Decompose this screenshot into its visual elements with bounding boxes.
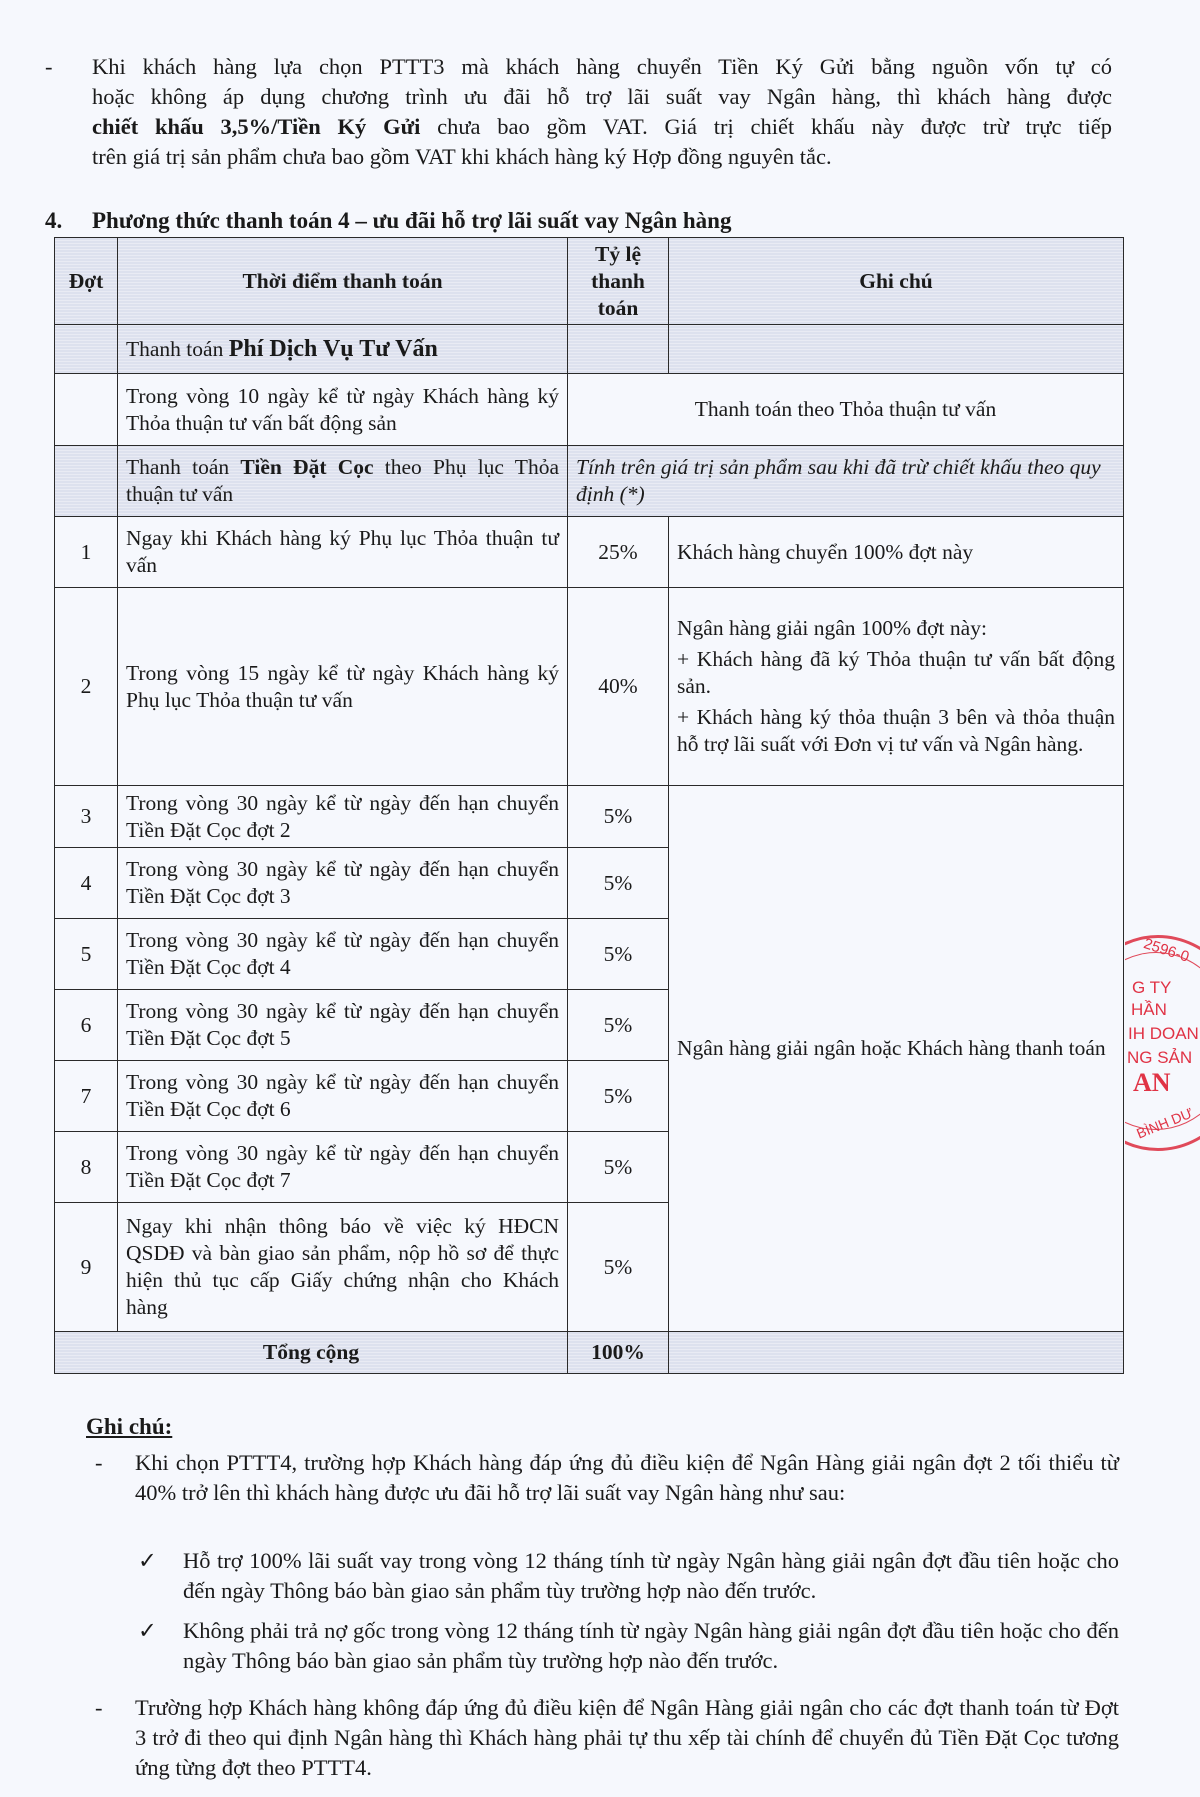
row-rate: 5% [568, 919, 669, 990]
section-number: 4. [45, 208, 63, 233]
row-timing: Ngay khi Khách hàng ký Phụ lục Thỏa thuận tư vấn [118, 517, 568, 588]
row-timing: Trong vòng 30 ngày kể từ ngày đến hạn chuyển Tiền Đặt Cọc đợt 7 [118, 1132, 568, 1203]
header-dot: Đợt [55, 238, 118, 325]
phi-dich-vu-label: Thanh toán Phí Dịch Vụ Tư Vấn [118, 325, 568, 374]
notes-title: Ghi chú: [86, 1414, 173, 1439]
row-rate: 5% [568, 990, 669, 1061]
stamp-line: G TY [1132, 978, 1172, 997]
row-note-line: + Khách hàng đã ký Thỏa thuận tư vấn bất động sản. [677, 647, 1115, 698]
table-total-row [55, 1332, 1124, 1374]
tien-dat-coc-note: Tính trên giá trị sản phẩm sau khi đã trừ chiết khấu theo quy định (*) [568, 446, 1124, 517]
row-note-line: + Khách hàng ký thỏa thuận 3 bên và thỏa thuận hỗ trợ lãi suất với Đơn vị tư vấn và Ngân hàng. [677, 705, 1115, 756]
intro-line-1: Khi khách hàng lựa chọn PTTT3 mà khách hàng chuyển Tiền Ký Gửi bằng nguồn vốn tự có [92, 54, 1112, 79]
intro-line-3 [92, 112, 1112, 142]
row-dot: 7 [55, 1061, 118, 1132]
company-stamp [1125, 920, 1200, 1180]
table-row [55, 517, 1124, 588]
row-rate: 25% [568, 517, 669, 588]
stamp-number: 2596-0 [1141, 935, 1192, 966]
note-subitem-2: Không phải trả nợ gốc trong vòng 12 tháng tính từ ngày Ngân hàng giải ngân đợt đầu tiên hoặc cho đến ngày Thông báo bàn giao sản phẩm tùy trường hợp nào đến trước. [183, 1618, 1119, 1673]
note-bullet: - [95, 1450, 103, 1475]
table-header-row [55, 238, 1124, 325]
row-timing: Trong vòng 30 ngày kể từ ngày đến hạn chuyển Tiền Đặt Cọc đợt 3 [118, 848, 568, 919]
intro-paragraph [92, 52, 1112, 172]
checkmark-icon: ✓ [138, 1548, 157, 1573]
row-dot: 4 [55, 848, 118, 919]
total-rate: 100% [568, 1332, 669, 1374]
section-title: Phương thức thanh toán 4 – ưu đãi hỗ trợ lãi suất vay Ngân hàng [92, 208, 732, 233]
note-subitem-1: Hỗ trợ 100% lãi suất vay trong vòng 12 tháng tính từ ngày Ngân hàng giải ngân đợt đầu tiên hoặc cho đến ngày Thông báo bàn giao sản phẩm tùy trường hợp nào đến trước. [183, 1548, 1119, 1603]
checkmark-icon: ✓ [138, 1618, 157, 1643]
row-rate: 5% [568, 1061, 669, 1132]
table-row-phi-detail [55, 374, 1124, 446]
row-dot: 5 [55, 919, 118, 990]
section-heading [45, 206, 731, 236]
row-rate: 5% [568, 786, 669, 848]
stamp-bottom-text: BÌNH DƯ [1134, 1104, 1196, 1142]
row-timing: Trong vòng 30 ngày kể từ ngày đến hạn chuyển Tiền Đặt Cọc đợt 6 [118, 1061, 568, 1132]
tien-dat-coc-bold: Tiền Đặt Cọc [240, 455, 374, 479]
stamp-line: AN [1133, 1068, 1171, 1097]
note-item-1: Khi chọn PTTT4, trường hợp Khách hàng đáp ứng đủ điều kiện để Ngân Hàng giải ngân đợt 2 tối thiểu từ 40% trở lên thì khách hàng được ưu đãi hỗ trợ lãi suất vay Ngân hàng như sau: [135, 1450, 1119, 1505]
row-note: Khách hàng chuyển 100% đợt này [669, 517, 1124, 588]
row-rate: 5% [568, 1203, 669, 1332]
row-timing: Trong vòng 30 ngày kể từ ngày đến hạn chuyển Tiền Đặt Cọc đợt 4 [118, 919, 568, 990]
table-row-phi-dich-vu [55, 325, 1124, 374]
table-row-tien-dat-coc [55, 446, 1124, 517]
header-timing: Thời điểm thanh toán [118, 238, 568, 325]
table-row [55, 786, 1124, 848]
row-note [669, 588, 1124, 786]
header-note: Ghi chú [669, 238, 1124, 325]
row-timing: Trong vòng 30 ngày kể từ ngày đến hạn chuyển Tiền Đặt Cọc đợt 5 [118, 990, 568, 1061]
intro-line-3-rest: chưa bao gồm VAT. Giá trị chiết khấu này được trừ trực tiếp [420, 114, 1112, 139]
stamp-line: IH DOAN [1128, 1024, 1199, 1043]
row-timing: Trong vòng 30 ngày kể từ ngày đến hạn chuyển Tiền Đặt Cọc đợt 2 [118, 786, 568, 848]
payment-schedule-table [54, 237, 1124, 1374]
total-label: Tổng cộng [55, 1332, 568, 1374]
phi-detail-timing: Trong vòng 10 ngày kể từ ngày Khách hàng ký Thỏa thuận tư vấn bất động sản [118, 374, 568, 446]
merged-note-rows-3-9: Ngân hàng giải ngân hoặc Khách hàng thanh toán [669, 786, 1124, 1332]
intro-bold-discount: chiết khấu 3,5%/Tiền Ký Gửi [92, 114, 421, 139]
intro-line-4: trên giá trị sản phẩm chưa bao gồm VAT khi khách hàng ký Hợp đồng nguyên tắc. [92, 144, 832, 169]
row-dot: 9 [55, 1203, 118, 1332]
row-dot: 6 [55, 990, 118, 1061]
row-timing: Ngay khi nhận thông báo về việc ký HĐCN QSDĐ và bàn giao sản phẩm, nộp hồ sơ để thực hiện thủ tục cấp Giấy chứng nhận cho Khách hàng [118, 1203, 568, 1332]
phi-detail-note: Thanh toán theo Thỏa thuận tư vấn [568, 374, 1124, 446]
row-dot: 1 [55, 517, 118, 588]
row-dot: 3 [55, 786, 118, 848]
row-timing: Trong vòng 15 ngày kể từ ngày Khách hàng ký Phụ lục Thỏa thuận tư vấn [118, 588, 568, 786]
tien-dat-coc-label: Thanh toán Tiền Đặt Cọc theo Phụ lục Thỏa thuận tư vấn [118, 446, 568, 517]
row-note-line: Ngân hàng giải ngân 100% đợt này: [677, 616, 987, 640]
table-row [55, 588, 1124, 786]
intro-line-2: hoặc không áp dụng chương trình ưu đãi hỗ trợ lãi suất vay Ngân hàng, thì khách hàng được [92, 84, 1112, 109]
note-bullet: - [95, 1695, 103, 1720]
row-rate: 5% [568, 848, 669, 919]
header-rate: Tỷ lệ thanh toán [568, 238, 669, 325]
intro-bullet: - [45, 54, 53, 79]
stamp-line: NG SẢN [1127, 1048, 1193, 1067]
stamp-line: HẦN [1131, 1000, 1167, 1019]
row-rate: 5% [568, 1132, 669, 1203]
note-item-2: Trường hợp Khách hàng không đáp ứng đủ điều kiện để Ngân Hàng giải ngân cho các đợt thanh toán từ Đợt 3 trở đi theo qui định Ngân hàng thì Khách hàng phải tự thu xếp tài chính để chuyển đủ Tiền Đặt Cọc tương ứng từng đợt theo PTTT4. [135, 1695, 1119, 1780]
row-dot: 2 [55, 588, 118, 786]
row-dot: 8 [55, 1132, 118, 1203]
row-rate: 40% [568, 588, 669, 786]
phi-dich-vu-bold: Phí Dịch Vụ Tư Vấn [228, 335, 438, 362]
